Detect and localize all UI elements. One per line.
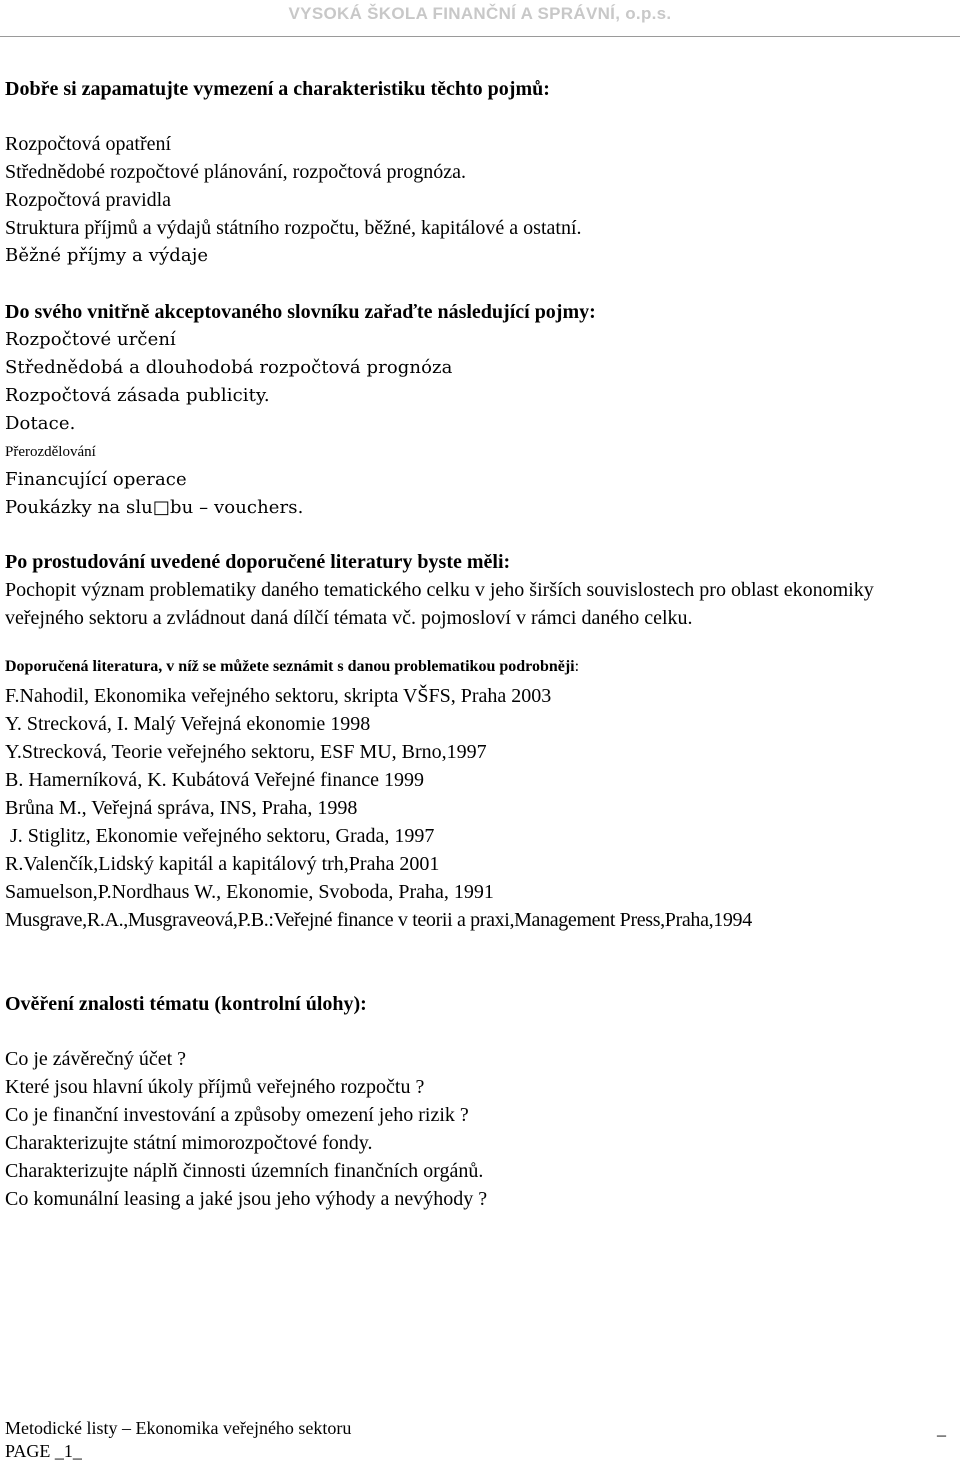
footer-page-label: PAGE _1_ bbox=[5, 1441, 82, 1461]
literature-item: Brůna M., Veřejná správa, INS, Praha, 1998 bbox=[5, 797, 358, 819]
verification-section bbox=[5, 990, 956, 1018]
remember-item: Struktura příjmů a výdajů státního rozpočtu, běžné, kapitálové a ostatní. bbox=[5, 217, 582, 239]
verification-item: Co je finanční investování a způsoby omezení jeho rizik ? bbox=[5, 1104, 469, 1126]
literature-heading-colon: : bbox=[574, 658, 580, 675]
vocabulary-heading: Do svého vnitřně akceptovaného slovníku zařaďte následující pojmy: bbox=[5, 301, 596, 323]
header-divider bbox=[0, 36, 960, 37]
vocabulary-item: Rozpočtová zásada publicity. bbox=[5, 385, 270, 406]
after-study-text: Pochopit význam problematiky daného tematického celku v jeho širších souvislostech pro oblast ekonomiky veřejného sektoru a zvládnout daná dílčí témata vč. pojmosloví v rámci daného celku. bbox=[5, 579, 874, 629]
footer-right-mark: _ bbox=[937, 1418, 946, 1438]
institution-header: VYSOKÁ ŠKOLA FINANČNÍ A SPRÁVNÍ, o.p.s. bbox=[288, 4, 672, 23]
after-study-heading: Po prostudování uvedené doporučené literatury byste měli: bbox=[5, 551, 511, 573]
literature-section bbox=[5, 656, 956, 678]
verification-item: Charakterizujte náplň činnosti územních finančních orgánů. bbox=[5, 1160, 484, 1182]
remember-item: Střednědobé rozpočtové plánování, rozpočtová prognóza. bbox=[5, 161, 466, 183]
literature-item: Y.Strecková, Teorie veřejného sektoru, ESF MU, Brno,1997 bbox=[5, 741, 487, 763]
literature-item: R.Valenčík,Lidský kapitál a kapitálový trh,Praha 2001 bbox=[5, 853, 440, 875]
literature-item: Y. Strecková, I. Malý Veřejná ekonomie 1998 bbox=[5, 713, 371, 735]
literature-item: B. Hamerníková, K. Kubátová Veřejné finance 1999 bbox=[5, 769, 424, 791]
vocabulary-item: Střednědobá a dlouhodobá rozpočtová prognóza bbox=[5, 357, 453, 378]
remember-section bbox=[5, 75, 956, 103]
vocabulary-item: Poukázky na slu□bu – vouchers. bbox=[5, 497, 304, 518]
literature-item: Samuelson,P.Nordhaus W., Ekonomie, Svoboda, Praha, 1991 bbox=[5, 881, 494, 903]
verification-item: Které jsou hlavní úkoly příjmů veřejného rozpočtu ? bbox=[5, 1076, 425, 1098]
literature-item: Musgrave,R.A.,Musgraveová,P.B.:Veřejné finance v teorii a praxi,Management Press,Praha,1994 bbox=[5, 909, 752, 931]
literature-heading bbox=[5, 656, 956, 678]
remember-item: Rozpočtová opatření bbox=[5, 133, 172, 155]
verification-list bbox=[5, 1045, 956, 1213]
literature-item: F.Nahodil, Ekonomika veřejného sektoru, skripta VŠFS, Praha 2003 bbox=[5, 685, 552, 707]
literature-list bbox=[5, 682, 956, 934]
vocabulary-section bbox=[5, 298, 956, 522]
remember-item: Rozpočtová pravidla bbox=[5, 189, 172, 211]
remember-item: Běžné příjmy a výdaje bbox=[5, 245, 209, 266]
vocabulary-item: Financující operace bbox=[5, 469, 187, 490]
remember-heading: Dobře si zapamatujte vymezení a charakteristiku těchto pojmů: bbox=[5, 78, 550, 100]
verification-item: Charakterizujte státní mimorozpočtové fondy. bbox=[5, 1132, 373, 1154]
vocabulary-item: Dotace. bbox=[5, 413, 76, 434]
literature-item: J. Stiglitz, Ekonomie veřejného sektoru, Grada, 1997 bbox=[5, 825, 435, 847]
verification-item: Co komunální leasing a jaké jsou jeho výhody a nevýhody ? bbox=[5, 1188, 488, 1210]
literature-heading-text: Doporučená literatura, v níž se můžete seznámit s danou problematikou podrobněji bbox=[5, 658, 575, 675]
vocabulary-item: Rozpočtové určení bbox=[5, 329, 176, 350]
after-study-section bbox=[5, 548, 956, 632]
vocabulary-item: Přerozdělování bbox=[5, 444, 96, 460]
verification-item: Co je závěrečný účet ? bbox=[5, 1048, 187, 1070]
verification-heading: Ověření znalosti tématu (kontrolní úlohy): bbox=[5, 993, 367, 1015]
footer-doc-title: Metodické listy – Ekonomika veřejného sektoru bbox=[5, 1418, 352, 1438]
remember-list bbox=[5, 130, 956, 270]
